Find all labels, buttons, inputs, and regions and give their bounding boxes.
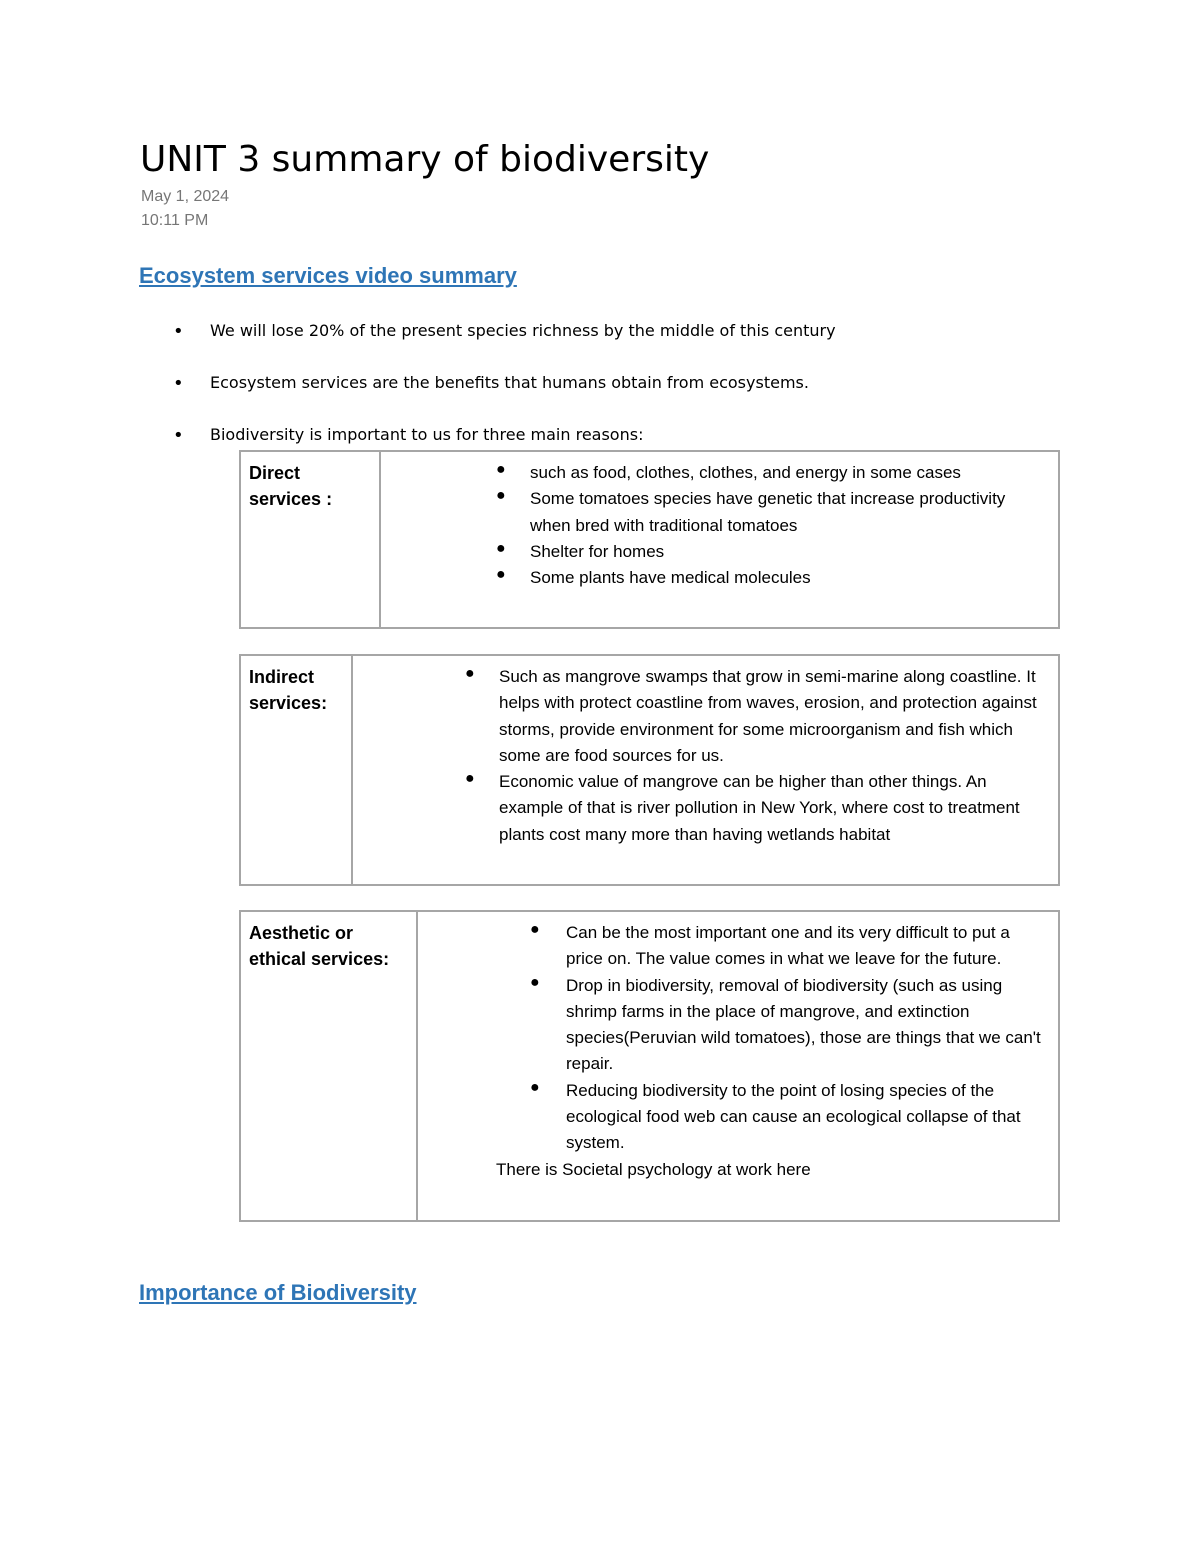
aesthetic-services-content-cell — [418, 912, 1058, 1220]
list-item-text: Such as mangrove swamps that grow in semi-marine along coastline. It helps with protect coastline from waves, erosion, and protection against storms, provide environment for some microorganism and fish which some are food sources for us. — [499, 667, 1037, 765]
list-item-text: Drop in biodiversity, removal of biodiversity (such as using shrimp farms in the place of mangrove, and extinction species(Peruvian wild tomatoes), those are things that we can't repair. — [566, 975, 1041, 1074]
bullet-icon: ● — [530, 921, 540, 938]
list-item — [170, 320, 836, 372]
direct-services-content-cell — [381, 452, 1058, 627]
list-item — [496, 460, 1050, 486]
list-item-text: Shelter for homes — [530, 541, 665, 561]
list-item — [496, 539, 1050, 565]
table-label: Indirect — [249, 667, 315, 687]
indirect-services-content-cell — [353, 656, 1058, 884]
section-heading-importance-of-biodiversity[interactable]: Importance of Biodiversity — [139, 1280, 417, 1305]
note-time: 10:11 PM — [141, 212, 209, 229]
bullet-icon: ● — [465, 770, 475, 788]
list-item-text: We will lose 20% of the present species richness by the middle of this century — [210, 321, 836, 340]
bullet-icon: ● — [530, 973, 540, 991]
aesthetic-services-table — [239, 910, 1060, 1222]
page-title: UNIT 3 summary of biodiversity — [140, 139, 710, 180]
aesthetic-note: There is Societal psychology at work here — [496, 1159, 811, 1179]
list-item-text: such as food, clothes, clothes, and energy in some cases — [530, 463, 961, 482]
list-item — [530, 920, 1042, 973]
list-item — [465, 664, 1042, 769]
list-item — [530, 1078, 1042, 1157]
bullet-icon: • — [173, 425, 184, 446]
list-item-text: Can be the most important one and its very difficult to put a price on. The value comes in what we leave for the future. — [566, 923, 1010, 969]
aesthetic-services-list — [530, 920, 1042, 1157]
indirect-services-list — [465, 664, 1042, 848]
indirect-services-label-cell — [241, 656, 353, 884]
bullet-icon: • — [173, 373, 184, 394]
list-item-text: Some tomatoes species have genetic that increase productivity when bred with traditional tomatoes — [530, 489, 1006, 535]
list-item-text: Economic value of mangrove can be higher than other things. An example of that is river pollution in New York, where cost to treatment plants cost many more than having wetlands habitat — [499, 772, 1020, 844]
table-label: services: — [249, 693, 328, 713]
bullet-icon: ● — [496, 487, 506, 505]
list-item — [465, 769, 1042, 848]
direct-services-table — [239, 450, 1060, 629]
bullet-icon: ● — [496, 539, 506, 557]
table-label: services : — [249, 489, 333, 509]
aesthetic-services-label-cell — [241, 912, 418, 1220]
bullet-icon: • — [173, 321, 184, 342]
list-item — [530, 973, 1042, 1078]
bullet-icon: ● — [530, 1078, 540, 1096]
list-item-text: Some plants have medical molecules — [530, 568, 811, 588]
bullet-icon: ● — [465, 665, 475, 682]
direct-services-list — [496, 460, 1050, 591]
list-item — [496, 486, 1050, 539]
list-item-text: Reducing biodiversity to the point of losing species of the ecological food web can cause an ecological collapse of that system. — [566, 1080, 1021, 1153]
section-heading-ecosystem-services[interactable]: Ecosystem services video summary — [139, 263, 517, 288]
indirect-services-table — [239, 654, 1060, 886]
list-item-text: Biodiversity is important to us for three main reasons: — [210, 425, 644, 444]
table-label: Aesthetic or — [249, 923, 354, 943]
list-item — [496, 565, 1050, 591]
table-label: Direct — [249, 463, 301, 483]
note-date: May 1, 2024 — [141, 188, 230, 205]
bullet-icon: ● — [496, 566, 506, 584]
list-item — [170, 372, 836, 424]
list-item-text: Ecosystem services are the benefits that humans obtain from ecosystems. — [210, 373, 809, 392]
table-label: ethical services: — [249, 949, 390, 969]
bullet-icon: ● — [496, 461, 506, 478]
direct-services-label-cell — [241, 452, 381, 627]
